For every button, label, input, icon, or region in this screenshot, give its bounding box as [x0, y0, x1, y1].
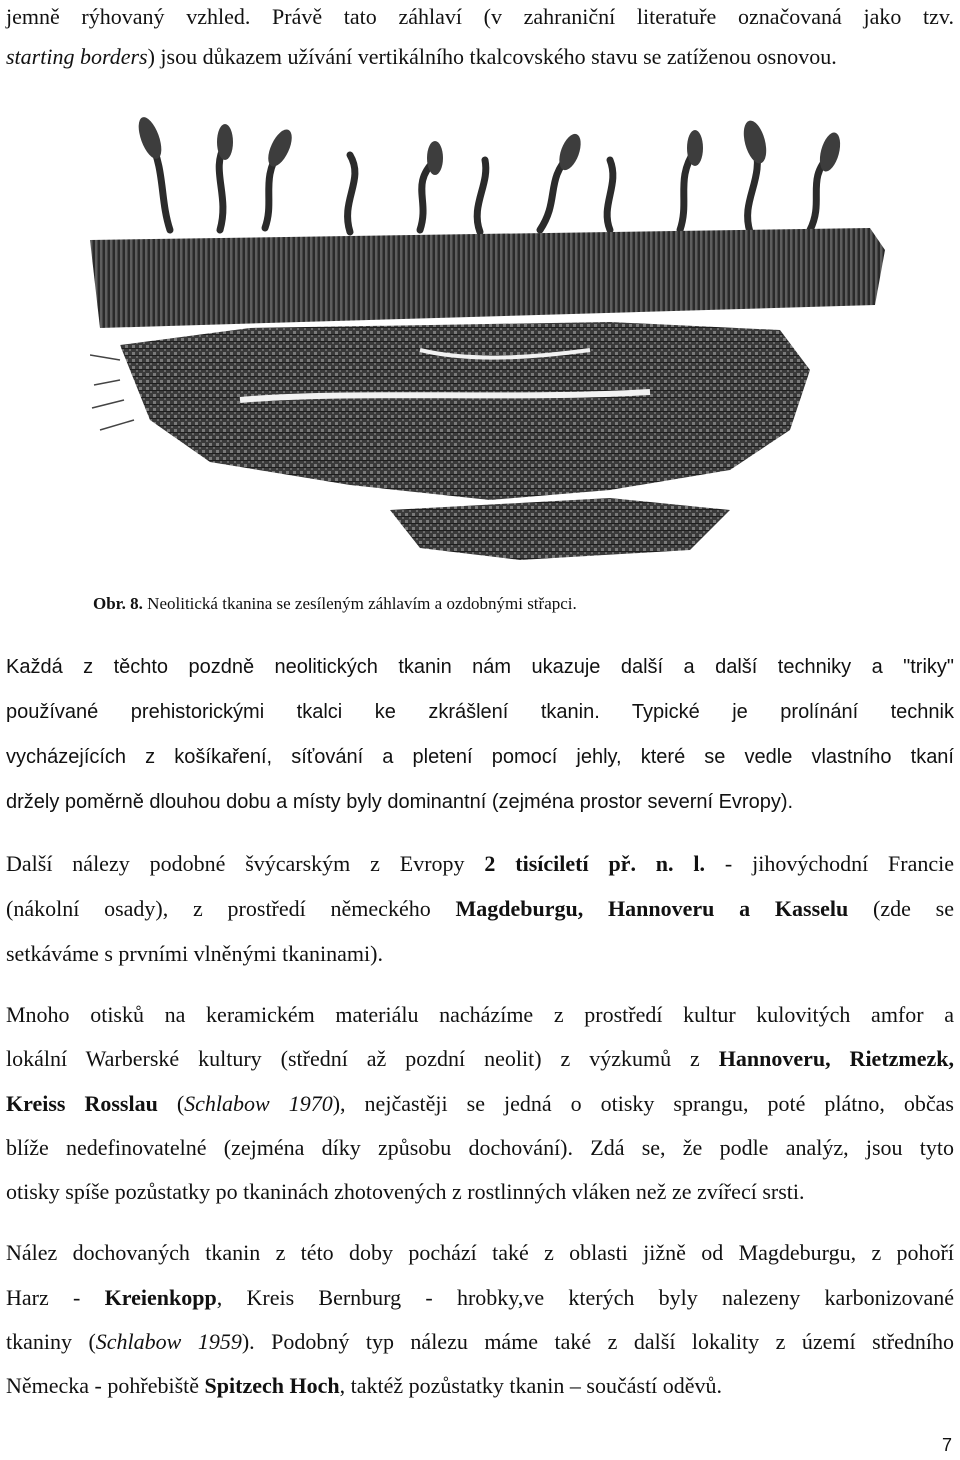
term-starting-borders: starting borders	[6, 44, 148, 69]
text-span: držely poměrně dlouhou dobu a místy byly dominantní (zejména prostor severní Evropy).	[6, 791, 794, 813]
text-span: Harz -	[6, 1285, 81, 1310]
text-span: ), nejčastěji se jedná o otisky sprangu, poté plátno, občas	[332, 1091, 954, 1116]
text-line	[6, 791, 954, 814]
text-span: lokální Warberské kultury (střední až pozdní neolit) z výzkumů z	[6, 1046, 700, 1071]
place-names: Hannoveru, Rietzmezk,	[718, 1046, 954, 1071]
place-names: Kreienkopp	[104, 1285, 217, 1310]
place-names: Magdeburgu, Hannoveru a Kasselu	[455, 896, 849, 921]
text-line	[6, 4, 954, 30]
text-span: Každá z těchto pozdně neolitických tkanin nám ukazuje další a další techniky a "triky"	[6, 656, 954, 678]
text-line	[6, 1285, 954, 1311]
text-span: blíže nedefinovatelné (zejména díky způsobu dochování). Zdá se, že podle analýz, jsou tyto	[6, 1135, 954, 1160]
text-line	[6, 896, 954, 922]
text-span: Mnoho otisků na keramickém materiálu nacházíme z prostředí kultur kulovitých amfor a	[6, 1002, 954, 1027]
text-span: Nález dochovaných tkanin z této doby pochází také z oblasti jižně od Magdeburgu, z pohoří	[6, 1240, 954, 1265]
text-line	[6, 1046, 954, 1072]
citation: Schlabow 1959	[95, 1329, 242, 1354]
place-names: Kreiss Rosslau	[6, 1091, 158, 1116]
text-line	[6, 851, 954, 877]
text-span: Německa - pohřebiště	[6, 1373, 200, 1398]
text-span: vycházejících z košíkaření, síťování a pletení pomocí jehly, které se vedle vlastního tkaní	[6, 746, 954, 768]
text-line	[6, 1091, 954, 1117]
text-line	[6, 1373, 954, 1399]
text-span: - jihovýchodní Francie	[724, 851, 955, 876]
figure-label: Obr. 8.	[93, 594, 143, 613]
text-line	[6, 1002, 954, 1028]
text-line	[6, 1135, 954, 1161]
citation: Schlabow 1970	[184, 1091, 333, 1116]
text-span: (nákolní osady), z prostředí německého	[6, 896, 431, 921]
place-names: Spitzech Hoch	[204, 1373, 340, 1398]
neolithic-textile-photo	[90, 100, 910, 562]
text-line	[6, 1179, 954, 1205]
text-span: (	[176, 1091, 185, 1116]
text-span: Další nálezy podobné švýcarským z Evropy	[6, 851, 465, 876]
text-line	[6, 1329, 954, 1355]
text-span: ). Podobný typ nálezu máme také z další lokality z území středního	[241, 1329, 954, 1354]
text-line	[6, 44, 954, 70]
text-line	[6, 941, 954, 967]
text-line	[6, 701, 954, 724]
text-line	[6, 746, 954, 769]
text-line	[6, 656, 954, 679]
text-span: používané prehistorickými tkalci ke zkrášlení tkanin. Typické je prolínání technik	[6, 701, 954, 723]
text-span: otisky spíše pozůstatky po tkaninách zhotovených z rostlinných vláken než ze zvířecí srsti.	[6, 1179, 805, 1204]
date-range: 2 tisíciletí př. n. l.	[484, 851, 706, 876]
figure-caption-text: Neolitická tkanina se zesíleným záhlavím a ozdobnými střapci.	[147, 594, 577, 613]
figure-caption	[93, 594, 577, 614]
text-span: ) jsou důkazem užívání vertikálního tkalcovského stavu se zatíženou osnovou.	[147, 44, 837, 69]
text-span: setkáváme s prvními vlněnými tkaninami).	[6, 941, 383, 966]
text-line	[6, 1240, 954, 1266]
text-span: , taktéž pozůstatky tkanin – součástí oděvů.	[339, 1373, 723, 1398]
text-span: tkaniny (	[6, 1329, 96, 1354]
text-span: jemně rýhovaný vzhled. Právě tato záhlaví (v zahraniční literatuře označovaná jako tzv.	[6, 4, 954, 29]
text-span: , Kreis Bernburg - hrobky,ve kterých byly nalezeny karbonizované	[216, 1285, 954, 1310]
page-number: 7	[941, 1435, 952, 1455]
text-span: (zde se	[873, 896, 955, 921]
